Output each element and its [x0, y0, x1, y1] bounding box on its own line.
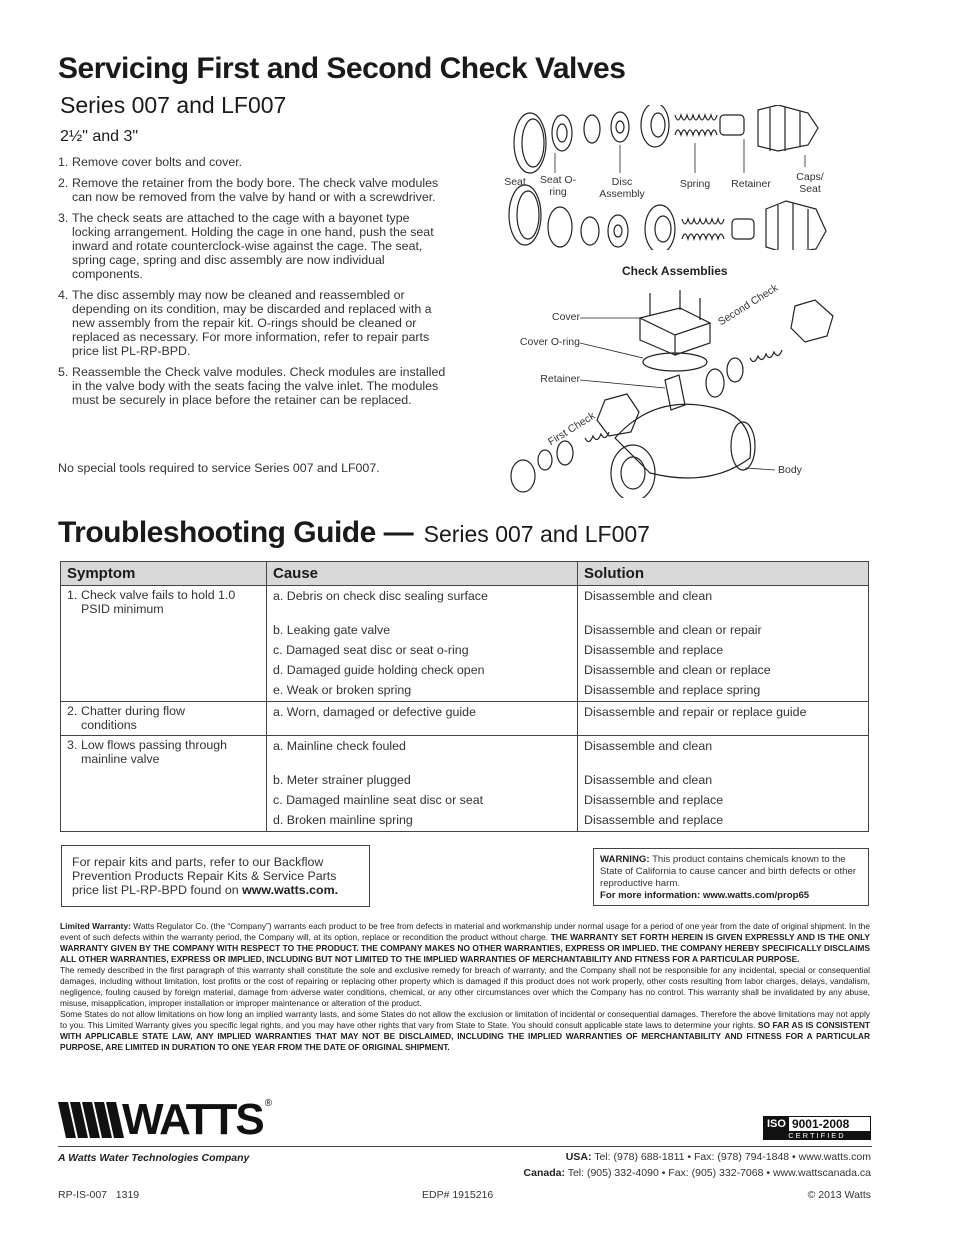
watts-logo	[58, 1095, 273, 1144]
iso-certified: CERTIFIED	[764, 1131, 870, 1140]
iso-badge	[763, 1116, 871, 1140]
solution-cell: Disassemble and clean or repair	[578, 620, 869, 640]
troubleshooting-subtitle: Series 007 and LF007	[423, 521, 650, 547]
doc-id: RP-IS-007 1319	[58, 1189, 140, 1201]
table-row	[61, 702, 869, 736]
cause-cell: b. Meter strainer plugged	[267, 770, 578, 790]
limited-warranty	[60, 921, 870, 1053]
symptom-cell: 1. Check valve fails to hold 1.0 PSID minimum	[61, 586, 267, 702]
warranty-p1: Watts Regulator Co. (the “Company”) warrants each product to be free from defects in material and workmanship under normal usage for a period of one year from the date of original shipment. In the event of such defects within the warranty period, the Company will, at its option, replace or recondition the product without charge.	[60, 921, 871, 942]
iso-number: 9001-2008	[791, 1117, 850, 1131]
cause-cell: c. Damaged seat disc or seat o-ring	[267, 640, 578, 660]
repair-info-box	[61, 845, 370, 907]
usa-contact: USA: Tel: (978) 688-1811 • Fax: (978) 794-1848 • www.watts.com	[565, 1151, 871, 1163]
solution-cell: Disassemble and replace	[578, 640, 869, 660]
table-row	[61, 586, 869, 620]
solution-cell: Disassemble and clean	[578, 770, 869, 790]
watts-link[interactable]: www.watts.com.	[242, 883, 339, 897]
warranty-label: Limited Warranty:	[60, 921, 131, 931]
registered-mark: ®	[264, 1098, 273, 1109]
cause-cell: d. Broken mainline spring	[267, 810, 578, 832]
solution-cell: Disassemble and repair or replace guide	[578, 702, 869, 736]
canada-contact: Canada: Tel: (905) 332-4090 • Fax: (905) 332-7068 • www.wattscanada.ca	[523, 1167, 871, 1179]
solution-cell: Disassemble and replace	[578, 810, 869, 832]
watts-wordmark: WATTS	[122, 1095, 263, 1144]
cause-cell: d. Damaged guide holding check open	[267, 660, 578, 680]
prop65-warning-box	[593, 848, 869, 906]
steps-list	[58, 155, 448, 414]
troubleshooting-table	[60, 561, 869, 832]
page-title: Servicing First and Second Check Valves	[58, 52, 626, 85]
header-solution: Solution	[578, 562, 869, 586]
warranty-p3-bold: SO FAR AS IS CONSISTENT WITH APPLICABLE STATE LAW, ANY IMPLIED WARRANTIES THAT MAY NOT BE DISCLAIMED, INCLUDING THE IMPLIED WARRANTIES OF MERCHANTABILITY AND FITNESS FOR A PARTICULAR PURPOSE, ARE LIMITED IN DURATION TO ONE YEAR FROM THE DATE OF ORIGINAL SHIPMENT.	[60, 1020, 871, 1052]
label-disc-assembly: Disc Assembly	[599, 176, 645, 200]
tools-note: No special tools required to service Series 007 and LF007.	[58, 461, 380, 475]
cause-cell: a. Mainline check fouled	[267, 736, 578, 770]
label-seat-oring: Seat O-ring	[539, 174, 577, 198]
symptom-cell: 2. Chatter during flow conditions	[61, 702, 267, 736]
solution-cell: Disassemble and replace spring	[578, 680, 869, 702]
label-cover: Cover	[551, 311, 580, 323]
warning-label: WARNING:	[600, 854, 650, 865]
solution-cell: Disassemble and replace	[578, 790, 869, 810]
solution-cell: Disassemble and clean	[578, 586, 869, 620]
label-retainer: Retainer	[731, 178, 771, 190]
troubleshooting-title: Troubleshooting Guide —	[58, 516, 414, 549]
step-item: 1. Remove cover bolts and cover.	[58, 155, 243, 169]
table-row	[61, 736, 869, 770]
copyright: © 2013 Watts	[807, 1189, 871, 1201]
label-retainer-2: Retainer	[540, 373, 580, 385]
label-cover-oring: Cover O-ring	[519, 336, 580, 348]
warning-more-info[interactable]: For more information: www.watts.com/prop65	[600, 890, 810, 901]
header-cause: Cause	[267, 562, 578, 586]
label-body: Body	[778, 464, 802, 476]
warranty-p1-bold: THE WARRANTY SET FORTH HEREIN IS GIVEN EXPRESSLY AND IS THE ONLY WARRANTY GIVEN BY THE COMPANY WITH RESPECT TO THE PRODUCT. THE COMPANY MAKES NO OTHER WARRANTIES, EXPRESS OR IMPLIED. THE COMPANY HEREBY SPECIFICALLY DISCLAIMS ALL OTHER WARRANTIES, EXPRESS OR IMPLIED, INCLUDING BUT NOT LIMITED TO THE IMPLIED WARRANTIES OF MERCHANTABILITY AND FITNESS FOR A PARTICULAR PURPOSE.	[60, 932, 871, 964]
solution-cell: Disassemble and clean or replace	[578, 660, 869, 680]
label-caps-seat: Caps/ Seat	[796, 171, 824, 195]
label-spring: Spring	[679, 178, 711, 190]
edp-number: EDP# 1915216	[422, 1189, 494, 1201]
step-item: 5. Reassemble the Check valve modules. Check modules are installed in the valve body with the seats facing the valve inlet. The modules must be securely in place before the retainer can be replaced.	[58, 365, 446, 407]
step-item: 4. The disc assembly may now be cleaned and reassembled or depending on its condition, may be discarded and replaced with a new assembly from the repair kit. O-rings should be cleaned or replaced as necessary. For more information, refer to repair parts price list PL-RP-BPD.	[58, 288, 432, 358]
footer-divider	[58, 1146, 872, 1147]
repair-info-text: For repair kits and parts, refer to our Backflow Prevention Products Repair Kits & Service Parts price list PL-RP-BPD found on	[72, 855, 337, 897]
symptom-cell: 3. Low flows passing through mainline valve	[61, 736, 267, 832]
label-seat: Seat	[504, 176, 526, 188]
step-item: 2. Remove the retainer from the body bore. The check valve modules can now be removed from the valve by hand or with a screwdriver.	[58, 176, 439, 204]
page-subtitle: Series 007 and LF007	[60, 92, 287, 118]
label-second-check: Second Check	[716, 281, 781, 329]
cause-cell: a. Worn, damaged or defective guide	[267, 702, 578, 736]
troubleshooting-heading	[58, 516, 650, 550]
step-item: 3. The check seats are attached to the cage with a bayonet type locking arrangement. Holding the cage in one hand, push the seat inward and rotate counterclock-wise against the cage. The seat, spring cage, spring and disc assembly are now individual components.	[58, 211, 434, 281]
watts-logo-mark-icon	[58, 1098, 128, 1142]
cause-cell: c. Damaged mainline seat disc or seat	[267, 790, 578, 810]
solution-cell: Disassemble and clean	[578, 736, 869, 770]
label-first-check: First Check	[546, 409, 598, 449]
warning-text: This product contains chemicals known to the State of California to cause cancer and birth defects or other reproductive harm.	[600, 854, 856, 889]
size-heading: 2½" and 3"	[60, 128, 139, 145]
check-assemblies-caption: Check Assemblies	[622, 264, 728, 278]
cause-cell: b. Leaking gate valve	[267, 620, 578, 640]
cause-cell: a. Debris on check disc sealing surface	[267, 586, 578, 620]
iso-label: ISO	[764, 1117, 789, 1131]
warranty-p3: Some States do not allow limitations on how long an implied warranty lasts, and some States do not allow the exclusion or limitation of incidental or consequential damages. Therefore the above limitations may not apply to you. This Limited Warranty gives you specific legal rights, and you may have other rights that vary from State to State. You should consult applicable state laws to determine your rights.	[60, 1009, 870, 1030]
cause-cell: e. Weak or broken spring	[267, 680, 578, 702]
header-symptom: Symptom	[61, 562, 267, 586]
tagline: A Watts Water Technologies Company	[58, 1152, 250, 1164]
warranty-p2: The remedy described in the first paragraph of this warranty shall constitute the sole and exclusive remedy for breach of warranty, and the Company shall not be responsible for any incidental, special or consequential damages, including without limitation, lost profits or the cost of repairing or replacing other property which is damaged if this product does not work properly, other costs resulting from labor charges, delays, vandalism, negligence, fouling caused by foreign material, damage from adverse water conditions, chemical, or any other circumstances over which the Company has no control. This warranty shall be invalidated by any abuse, misuse, misapplication, improper installation or improper maintenance or alteration of the product.	[60, 965, 870, 1008]
